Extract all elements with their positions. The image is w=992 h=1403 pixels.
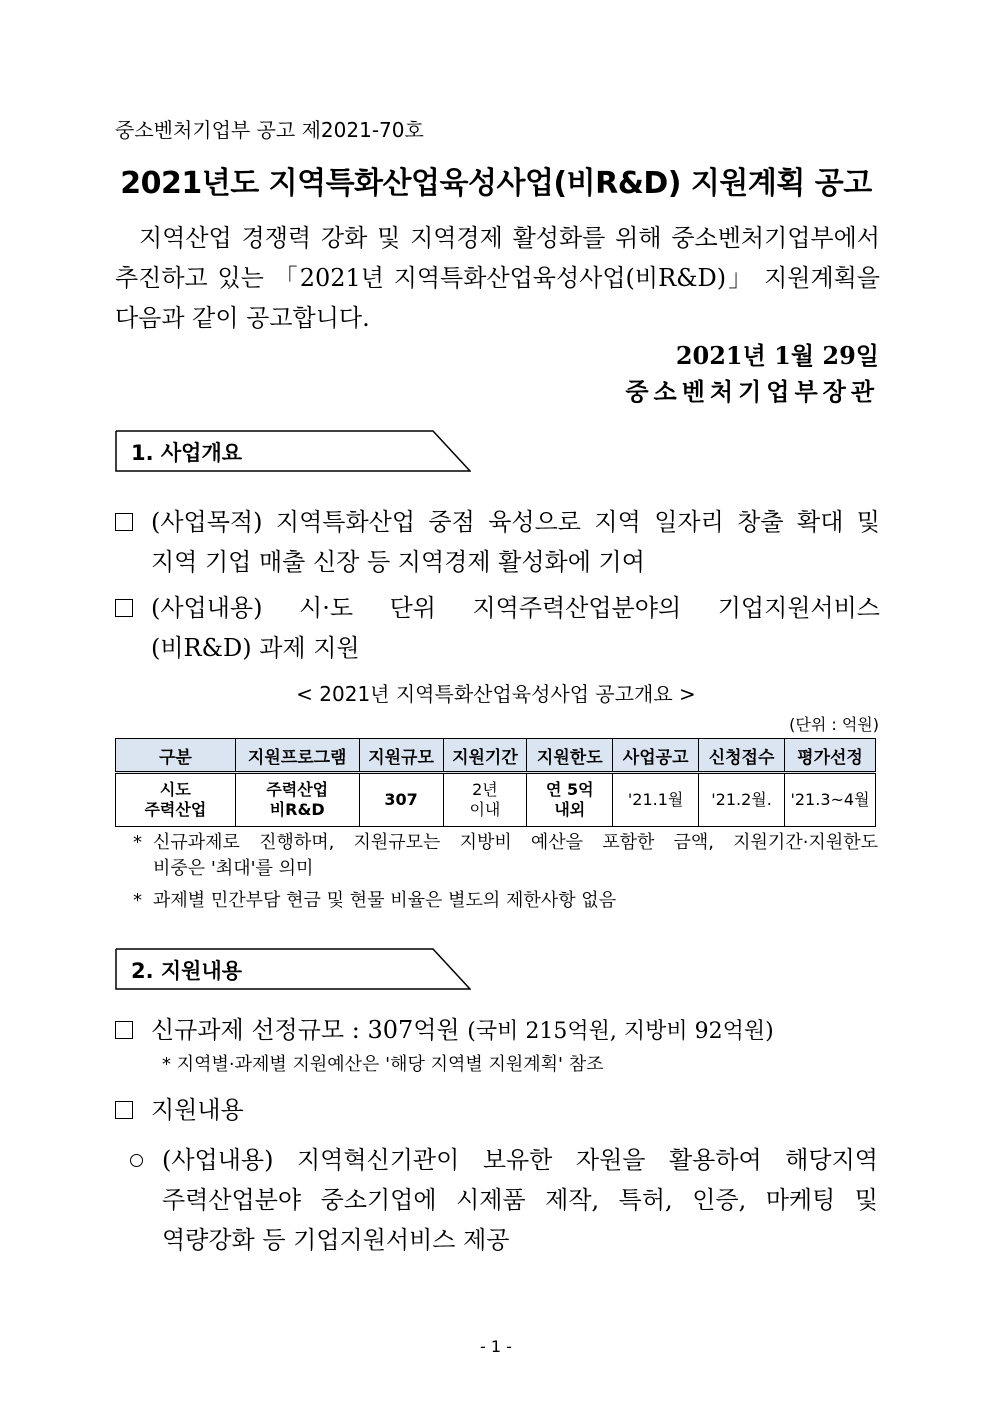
content-line: (비R&D) 과제 지원 bbox=[151, 634, 360, 662]
support-detail-line: 역량강화 등 기업지원서비스 제공 bbox=[162, 1226, 510, 1254]
table-unit: (단위 : 억원) bbox=[789, 715, 879, 734]
checkbox-square-icon bbox=[115, 599, 133, 617]
content-line: (사업내용) 시·도 단위 지역주력산업분야의 기업지원서비스 bbox=[151, 594, 880, 622]
issue-date: 2021년 1월 29일 bbox=[675, 341, 879, 370]
table-header-cell: 평가선정 bbox=[785, 739, 876, 773]
checkbox-square-icon bbox=[115, 1101, 133, 1119]
notice-number: 중소벤처기업부 공고 제2021-70호 bbox=[115, 118, 424, 142]
selection-scale-main: 신규과제 선정규모 : 307억원 bbox=[151, 1016, 460, 1044]
table-cell: '21.1월 bbox=[613, 773, 699, 827]
support-detail-item bbox=[130, 1140, 878, 1260]
note-line: 신규과제로 진행하며, 지원규모는 지방비 예산을 포함한 금액, 지원기간·지원한도 bbox=[153, 832, 878, 853]
purpose-item bbox=[115, 502, 880, 582]
table-header-cell: 지원기간 bbox=[443, 739, 527, 773]
table-header-cell: 신청접수 bbox=[699, 739, 785, 773]
table-note bbox=[133, 888, 878, 914]
table-row bbox=[116, 773, 876, 827]
table-caption: < 2021년 지역특화산업육성사업 공고개요 > bbox=[296, 682, 696, 706]
selection-scale-item bbox=[115, 1010, 880, 1052]
document-title: 2021년도 지역특화산업육성사업(비R&D) 지원계획 공고 bbox=[120, 166, 872, 201]
table-header-cell: 사업공고 bbox=[613, 739, 699, 773]
intro-paragraph bbox=[115, 218, 880, 338]
table-header-row bbox=[116, 739, 876, 773]
selection-scale-detail: (국비 215억원, 지방비 92억원) bbox=[467, 1019, 774, 1044]
support-content-heading: 지원내용 bbox=[151, 1096, 244, 1124]
table-cell: 307 bbox=[359, 773, 443, 827]
table-cell: '21.2월. bbox=[699, 773, 785, 827]
table-cell: 연 5억 내외 bbox=[527, 773, 613, 827]
purpose-line: 지역 기업 매출 신장 등 지역경제 활성화에 기여 bbox=[151, 548, 645, 576]
support-content-item bbox=[115, 1090, 880, 1130]
plan-table bbox=[115, 738, 876, 827]
note-marker: * bbox=[133, 890, 142, 911]
section-heading-1 bbox=[115, 430, 471, 472]
note-line: 과제별 민간부담 현금 및 현물 비율은 별도의 제한사항 없음 bbox=[153, 890, 617, 911]
issuer-name: 중소벤처기업부장관 bbox=[625, 377, 879, 406]
intro-line: 지역산업 경쟁력 강화 및 지역경제 활성화를 위해 중소벤처기업부에서 bbox=[139, 224, 880, 252]
content-item bbox=[115, 588, 880, 668]
table-header-cell: 지원규모 bbox=[359, 739, 443, 773]
table-header-cell: 구분 bbox=[116, 739, 236, 773]
section-heading-2 bbox=[115, 948, 471, 990]
table-cell: '21.3~4월 bbox=[785, 773, 876, 827]
note-line: 비중은 '최대'를 의미 bbox=[153, 858, 314, 879]
intro-line: 다음과 같이 공고합니다. bbox=[115, 304, 370, 332]
checkbox-square-icon bbox=[115, 513, 133, 531]
support-detail-line: 주력산업분야 중소기업에 시제품 제작, 특허, 인증, 마케팅 및 bbox=[162, 1186, 878, 1214]
table-header-cell: 지원프로그램 bbox=[235, 739, 359, 773]
checkbox-square-icon bbox=[115, 1021, 133, 1039]
table-cell: 주력산업 비R&D bbox=[235, 773, 359, 827]
selection-scale-note: * 지역별·과제별 지원예산은 '해당 지역별 지원계획' 참조 bbox=[162, 1054, 604, 1075]
section-heading-label: 2. 지원내용 bbox=[131, 959, 243, 983]
purpose-line: (사업목적) 지역특화산업 중점 육성으로 지역 일자리 창출 확대 및 bbox=[151, 508, 880, 536]
table-cell: 2년 이내 bbox=[443, 773, 527, 827]
support-detail-line: (사업내용) 지역혁신기관이 보유한 자원을 활용하여 해당지역 bbox=[162, 1146, 878, 1174]
table-header-cell: 지원한도 bbox=[527, 739, 613, 773]
table-note bbox=[133, 830, 878, 882]
intro-line: 추진하고 있는 「2021년 지역특화산업육성사업(비R&D)」 지원계획을 bbox=[115, 264, 880, 292]
section-heading-label: 1. 사업개요 bbox=[131, 441, 243, 465]
table-cell: 시도 주력산업 bbox=[116, 773, 236, 827]
page-number: - 1 - bbox=[480, 1337, 512, 1356]
note-marker: * bbox=[133, 832, 142, 853]
circle-bullet-icon bbox=[130, 1154, 143, 1167]
